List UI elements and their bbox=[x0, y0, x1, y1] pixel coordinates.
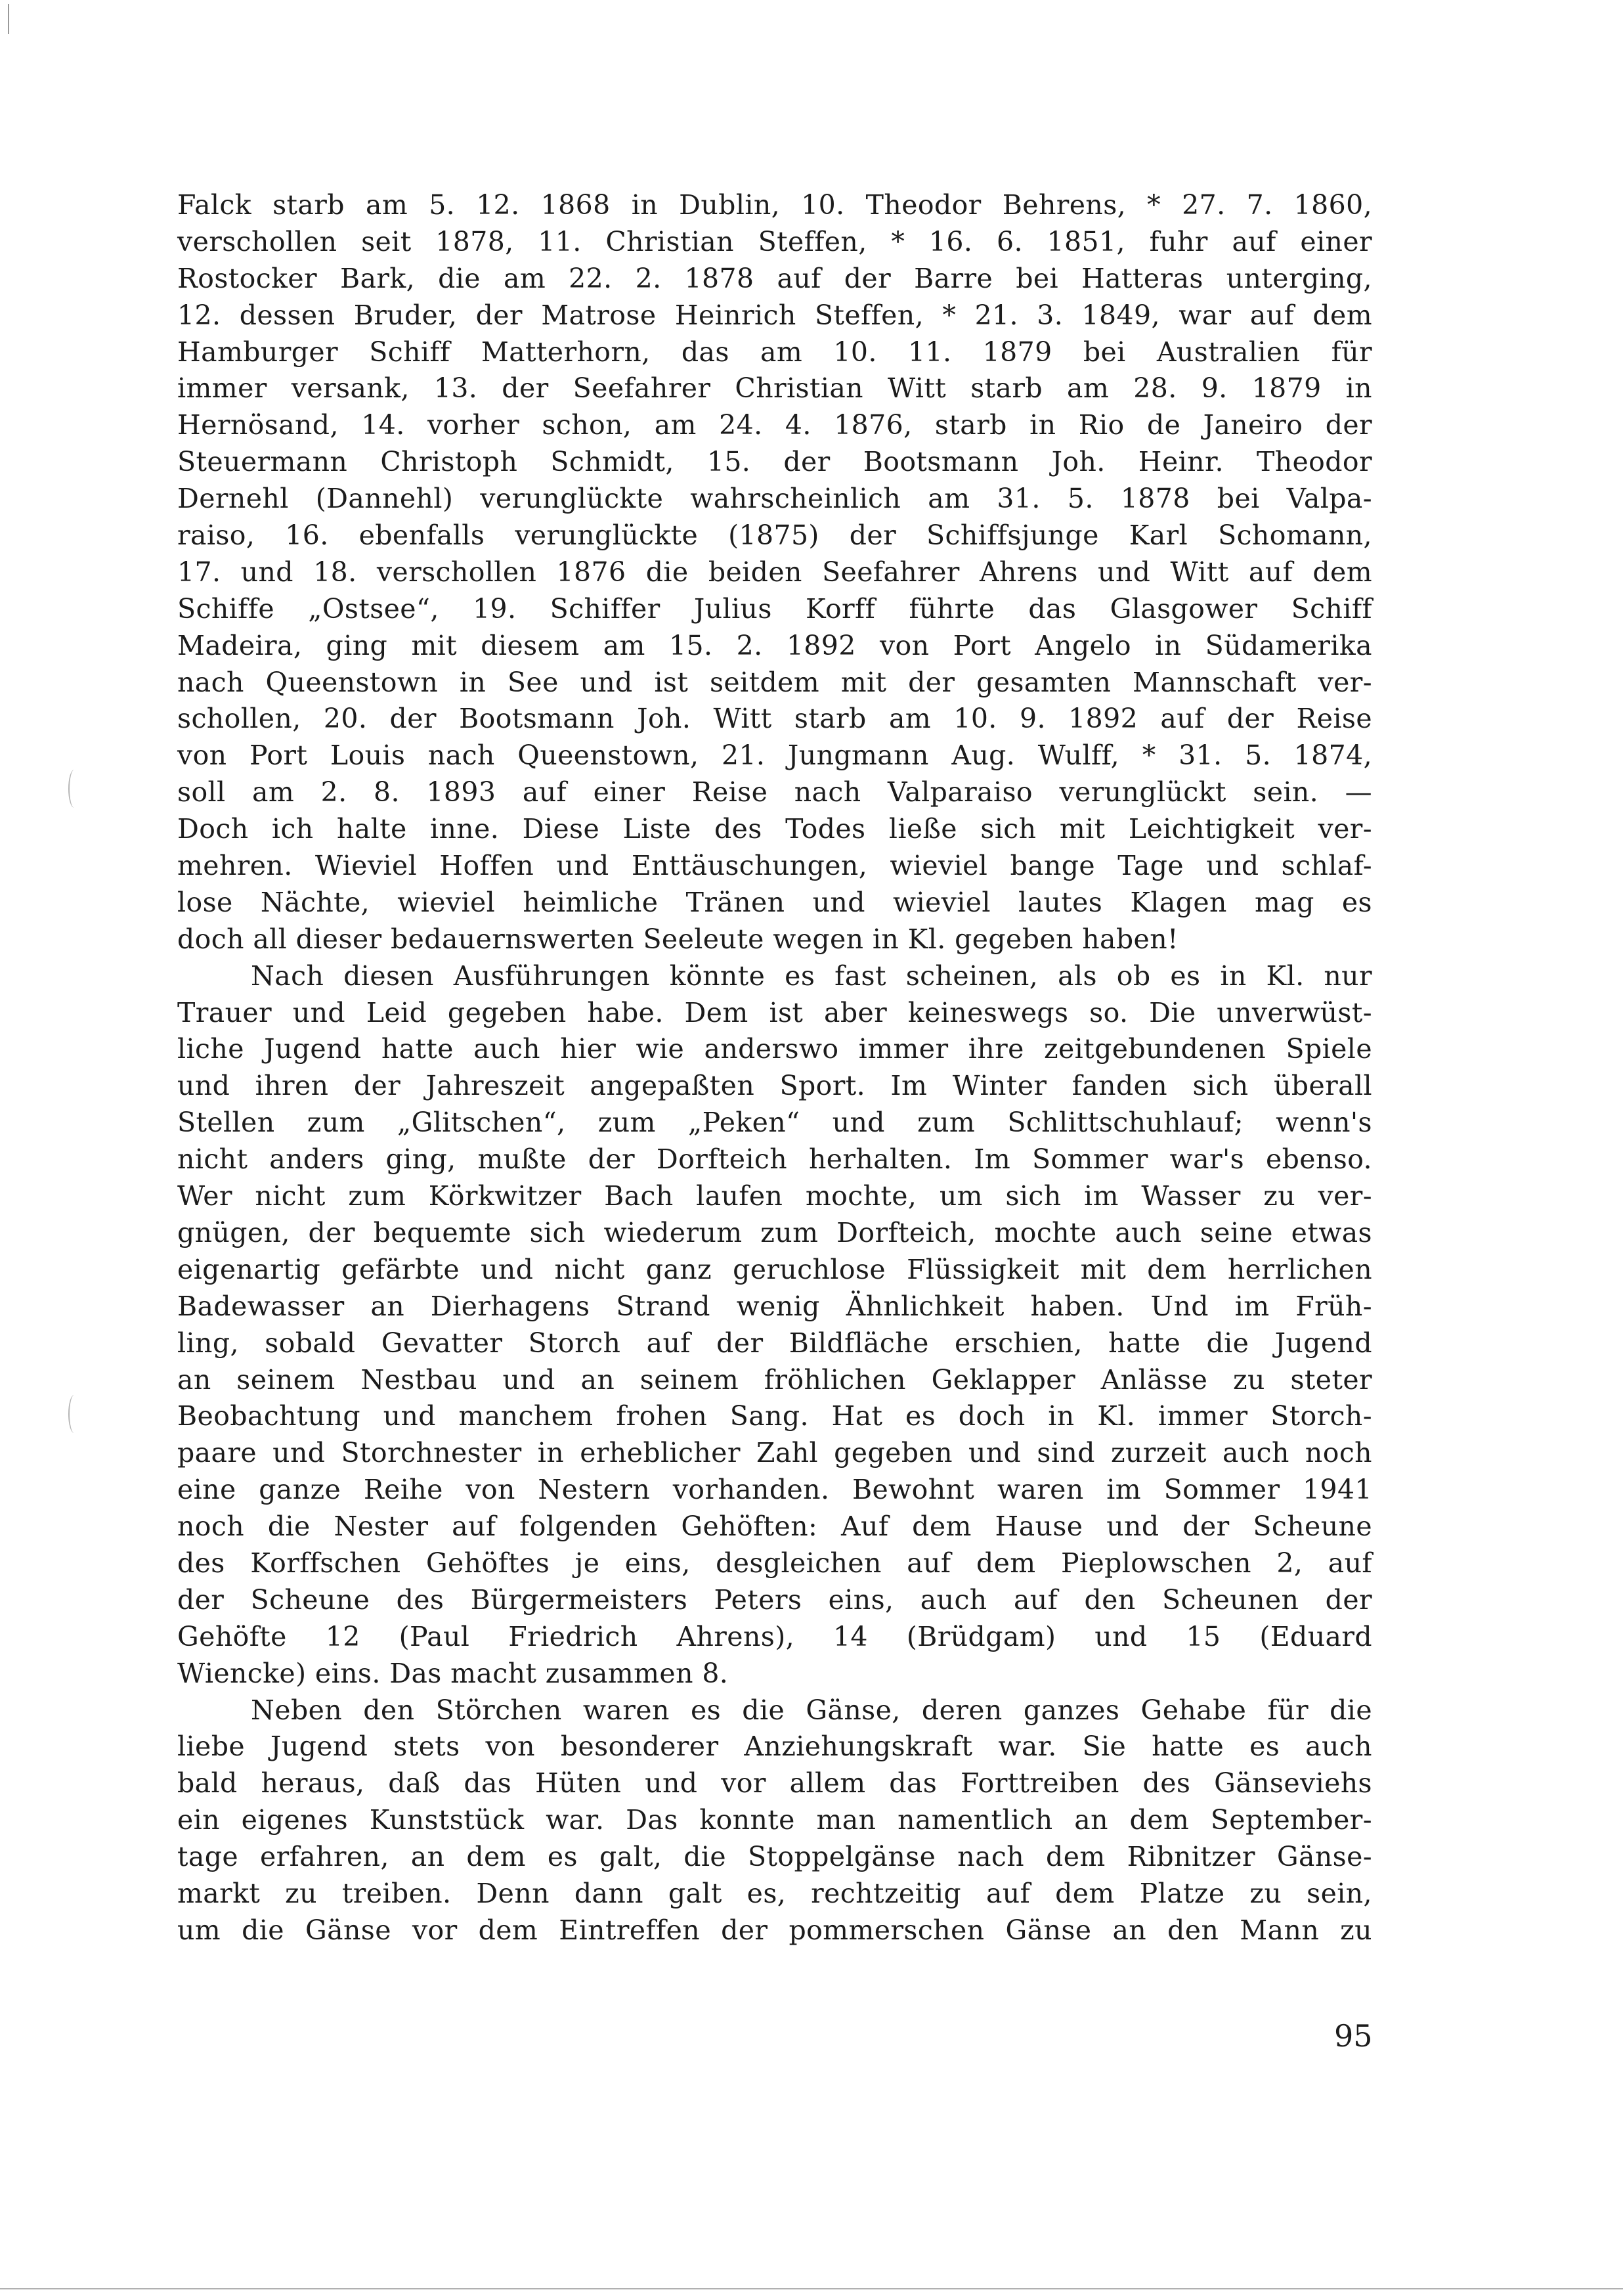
text-line: nach Queenstown in See und ist seitdem mit der gesamten Mannschaft ver- bbox=[177, 666, 1372, 698]
text-line: Neben den Störchen waren es die Gänse, deren ganzes Gehabe für die bbox=[251, 1694, 1372, 1726]
margin-bracket-mark bbox=[68, 1395, 80, 1433]
text-line: und ihren der Jahreszeit angepaßten Sport. Im Winter fanden sich überall bbox=[177, 1070, 1372, 1102]
text-line: 17. und 18. verschollen 1876 die beiden Seefahrer Ahrens und Witt auf dem bbox=[177, 556, 1372, 588]
text-line: soll am 2. 8. 1893 auf einer Reise nach Valparaiso verunglückt sein. — bbox=[177, 776, 1372, 808]
text-line: markt zu treiben. Denn dann galt es, rechtzeitig auf dem Platze zu sein, bbox=[177, 1877, 1372, 1909]
text-line: mehren. Wieviel Hoffen und Enttäuschungen, wieviel bange Tage und schlaf- bbox=[177, 850, 1372, 882]
text-line: der Scheune des Bürgermeisters Peters eins, auch auf den Scheunen der bbox=[177, 1583, 1372, 1616]
text-line: gnügen, der bequemte sich wiederum zum Dorfteich, mochte auch seine etwas bbox=[177, 1216, 1372, 1248]
scan-edge-mark bbox=[8, 4, 12, 34]
text-line: nicht anders ging, mußte der Dorfteich herhalten. Im Sommer war's ebenso. bbox=[177, 1143, 1372, 1176]
text-line: des Korffschen Gehöftes je eins, desgleichen auf dem Pieplowschen 2, auf bbox=[177, 1547, 1372, 1579]
text-line: Trauer und Leid gegeben habe. Dem ist aber keineswegs so. Die unverwüst- bbox=[177, 996, 1372, 1028]
text-line: Dernehl (Dannehl) verunglückte wahrscheinlich am 31. 5. 1878 bei Valpa- bbox=[177, 483, 1372, 515]
text-line: Beobachtung und manchem frohen Sang. Hat es doch in Kl. immer Storch- bbox=[177, 1400, 1372, 1432]
text-line: Doch ich halte inne. Diese Liste des Todes ließe sich mit Leichtigkeit ver- bbox=[177, 813, 1372, 845]
text-line: bald heraus, daß das Hüten und vor allem das Forttreiben des Gänseviehs bbox=[177, 1767, 1372, 1799]
scan-bottom-edge bbox=[0, 2288, 1623, 2289]
text-line: tage erfahren, an dem es galt, die Stoppelgänse nach dem Ribnitzer Gänse- bbox=[177, 1841, 1372, 1873]
text-line: Nach diesen Ausführungen könnte es fast scheinen, als ob es in Kl. nur bbox=[251, 960, 1372, 992]
text-line: Hernösand, 14. vorher schon, am 24. 4. 1876, starb in Rio de Janeiro der bbox=[177, 409, 1372, 441]
text-line: Badewasser an Dierhagens Strand wenig Ähnlichkeit haben. Und im Früh- bbox=[177, 1290, 1372, 1322]
text-line: Rostocker Bark, die am 22. 2. 1878 auf der Barre bei Hatteras unterging, bbox=[177, 262, 1372, 294]
page-number: 95 bbox=[1334, 2018, 1373, 2054]
text-line: paare und Storchnester in erheblicher Zahl gegeben und sind zurzeit auch noch bbox=[177, 1437, 1372, 1469]
text-line: liche Jugend hatte auch hier wie anderswo immer ihre zeitgebundenen Spiele bbox=[177, 1033, 1372, 1065]
text-line: schollen, 20. der Bootsmann Joh. Witt starb am 10. 9. 1892 auf der Reise bbox=[177, 703, 1372, 735]
text-line: eine ganze Reihe von Nestern vorhanden. Bewohnt waren im Sommer 1941 bbox=[177, 1474, 1372, 1506]
text-line: Steuermann Christoph Schmidt, 15. der Bootsmann Joh. Heinr. Theodor bbox=[177, 446, 1372, 478]
text-line: noch die Nester auf folgenden Gehöften: Auf dem Hause und der Scheune bbox=[177, 1511, 1372, 1543]
text-line: Schiffe „Ostsee“, 19. Schiffer Julius Korff führte das Glasgower Schiff bbox=[177, 592, 1372, 625]
text-line: Falck starb am 5. 12. 1868 in Dublin, 10. Theodor Behrens, * 27. 7. 1860, bbox=[177, 189, 1372, 221]
text-line: liebe Jugend stets von besonderer Anziehungskraft war. Sie hatte es auch bbox=[177, 1731, 1372, 1763]
text-line: lose Nächte, wieviel heimliche Tränen und wieviel lautes Klagen mag es bbox=[177, 886, 1372, 918]
text-line: um die Gänse vor dem Eintreffen der pommerschen Gänse an den Mann zu bbox=[177, 1914, 1372, 1946]
text-line: eigenartig gefärbte und nicht ganz geruchlose Flüssigkeit mit dem herrlichen bbox=[177, 1253, 1372, 1285]
text-line: Wer nicht zum Körkwitzer Bach laufen mochte, um sich im Wasser zu ver- bbox=[177, 1180, 1372, 1212]
text-line: immer versank, 13. der Seefahrer Christian Witt starb am 28. 9. 1879 in bbox=[177, 372, 1372, 405]
text-line: Hamburger Schiff Matterhorn, das am 10. 11. 1879 bei Australien für bbox=[177, 336, 1372, 368]
text-line: Stellen zum „Glitschen“, zum „Peken“ und zum Schlittschuhlauf; wenn's bbox=[177, 1107, 1372, 1139]
text-line: ling, sobald Gevatter Storch auf der Bildfläche erschien, hatte die Jugend bbox=[177, 1327, 1372, 1359]
text-line: raiso, 16. ebenfalls verunglückte (1875) der Schiffsjunge Karl Schomann, bbox=[177, 519, 1372, 552]
text-line: von Port Louis nach Queenstown, 21. Jungmann Aug. Wulff, * 31. 5. 1874, bbox=[177, 740, 1372, 772]
margin-bracket-mark bbox=[68, 770, 80, 808]
text-line: Wiencke) eins. Das macht zusammen 8. bbox=[177, 1657, 729, 1689]
text-line: 12. dessen Bruder, der Matrose Heinrich Steffen, * 21. 3. 1849, war auf dem bbox=[177, 299, 1372, 331]
text-line: verschollen seit 1878, 11. Christian Steffen, * 16. 6. 1851, fuhr auf einer bbox=[177, 225, 1372, 257]
body-text bbox=[177, 187, 1372, 1949]
text-line: Gehöfte 12 (Paul Friedrich Ahrens), 14 (Brüdgam) und 15 (Eduard bbox=[177, 1620, 1372, 1652]
text-line: ein eigenes Kunststück war. Das konnte man namentlich an dem September- bbox=[177, 1804, 1372, 1836]
text-line: doch all dieser bedauernswerten Seeleute wegen in Kl. gegeben haben! bbox=[177, 923, 1179, 955]
text-line: Madeira, ging mit diesem am 15. 2. 1892 von Port Angelo in Südamerika bbox=[177, 629, 1372, 661]
text-line: an seinem Nestbau und an seinem fröhlichen Geklapper Anlässe zu steter bbox=[177, 1363, 1372, 1396]
